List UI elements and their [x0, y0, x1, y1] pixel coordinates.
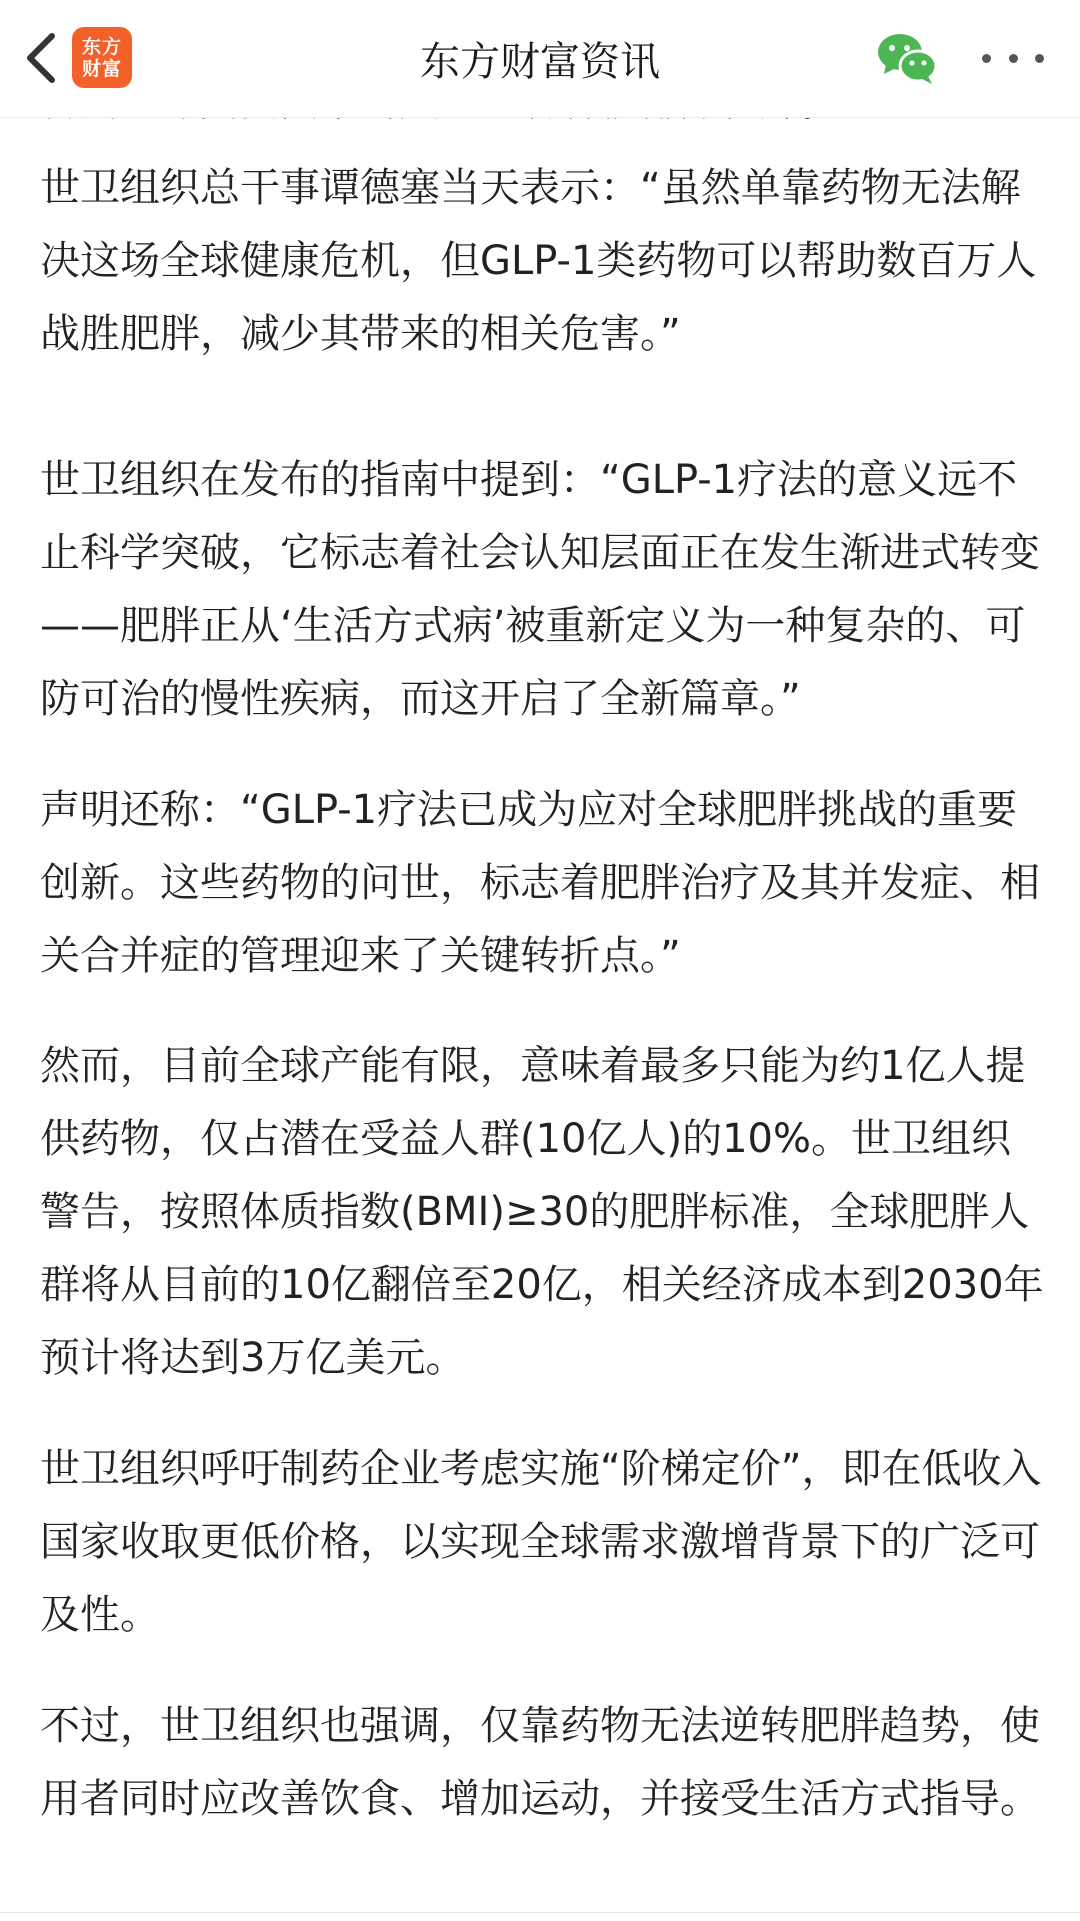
top-navigation-bar [0, 0, 1080, 118]
article-paragraph: 世卫组织呼吁制药企业考虑实施“阶梯定价”，即在低收入国家收取更低价格，以实现全球需求激增背景下的广泛可及性。 [40, 1446, 1042, 1638]
logo-text-line1: 东方 [81, 35, 122, 58]
page-title: 东方财富资讯 [420, 39, 660, 85]
article-paragraph: 不过，世卫组织也强调，仅靠药物无法逆转肥胖趋势，使用者同时应改善饮食、增加运动，并接受生活方式指导。 [40, 1703, 1040, 1822]
more-options-button[interactable] [982, 36, 1044, 80]
back-button[interactable] [16, 30, 66, 86]
more-horizontal-icon [1035, 54, 1044, 63]
wechat-share-button[interactable] [876, 30, 938, 86]
article-paragraph: 然而，目前全球产能有限，意味着最多只能为约1亿人提供药物，仅占潜在受益人群(10亿人)的10%。世卫组织警告，按照体质指数(BMI)≥30的肥胖标准，全球肥胖人群将从目前的10亿翻倍至20亿，相关经济成本到2030年预计将达到3万亿美元。 [40, 1043, 1044, 1381]
bottom-divider [0, 1912, 1080, 1913]
wechat-icon [876, 30, 938, 86]
article-paragraph: 世卫组织总干事谭德塞当天表示：“虽然单靠药物无法解决这场全球健康危机，但GLP-1类药物可以帮助数百万人战胜肥胖，减少其带来的相关危害。” [40, 165, 1037, 357]
app-logo [72, 27, 132, 88]
more-horizontal-icon [1009, 54, 1018, 63]
chevron-left-icon [24, 32, 58, 84]
article-paragraph: 声明还称：“GLP-1疗法已成为应对全球肥胖挑战的重要创新。这些药物的问世，标志着肥胖治疗及其并发症、相关合并症的管理迎来了关键转折点。” [40, 787, 1040, 979]
more-horizontal-icon [982, 54, 991, 63]
logo-text-line2: 财富 [81, 57, 122, 80]
article-paragraph: 世卫组织在发布的指南中提到：“GLP-1疗法的意义远不止科学突破，它标志着社会认知层面正在发生渐进式转变——肥胖正从‘生活方式病’被重新定义为一种复杂的、可防可治的慢性疾病，而这开启了全新篇章。” [40, 457, 1040, 722]
